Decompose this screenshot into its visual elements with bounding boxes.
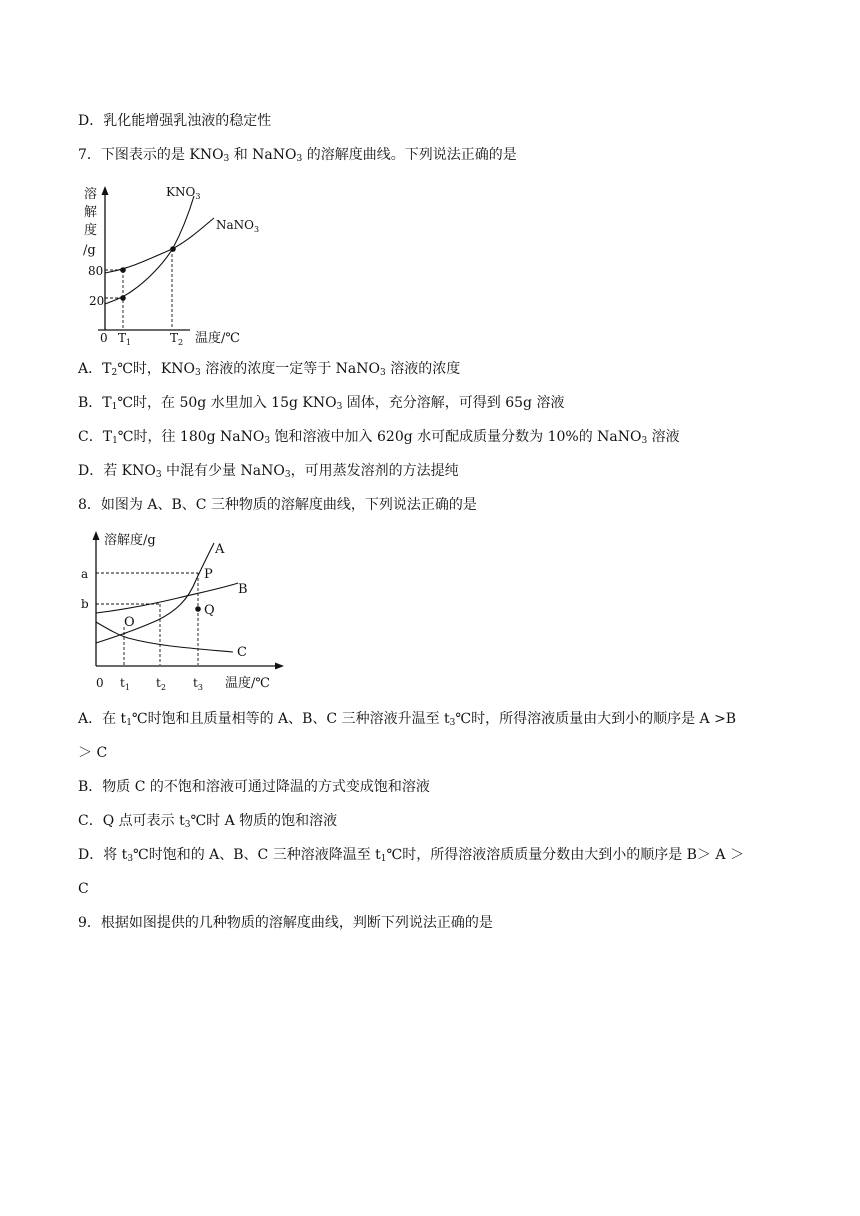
q8-label-b: B bbox=[238, 582, 248, 597]
q8-option-b: B．物质 C 的不饱和溶液可通过降温的方式变成饱和溶液 bbox=[78, 779, 430, 795]
q8-option-d-line2: C bbox=[78, 881, 89, 897]
q8-point-o: O bbox=[124, 615, 135, 630]
q7-nano3-label: NaNO$_3$ bbox=[216, 218, 260, 234]
q8-point-q: Q bbox=[204, 603, 215, 618]
q7-kno3-curve bbox=[105, 196, 194, 304]
q8-solubility-chart bbox=[78, 525, 298, 695]
q8-ytick-a: a bbox=[81, 567, 89, 581]
q8-option-d-line1: D．将 $t_3℃$时饱和的 A、B、C 三种溶液降温至 $t_1℃$时，所得溶液溶质质量分数由大到小的顺序是 B＞ A ＞ bbox=[78, 847, 744, 864]
q8-option-a-line2: ＞ C bbox=[78, 745, 108, 761]
q7-xlabel: 温度/℃ bbox=[195, 331, 240, 346]
q8-label-a: A bbox=[215, 542, 225, 557]
q6-option-d: D．乳化能增强乳浊液的稳定性 bbox=[78, 113, 272, 129]
q8-point-p: P bbox=[204, 567, 213, 582]
q8-option-a-line1: A．在 $t_1℃$时饱和且质量相等的 A、B、C 三种溶液升温至 $t_3℃$时，所得溶液质量由大到小的顺序是 A >B bbox=[78, 711, 737, 728]
q8-xtick-t2: $t_2$ bbox=[156, 676, 166, 692]
q7-ylabel-3: 度 bbox=[84, 223, 98, 238]
q8-xlabel: 温度/℃ bbox=[225, 676, 270, 691]
q7-origin: 0 bbox=[100, 331, 108, 345]
q9-stem: 9．根据如图提供的几种物质的溶解度曲线，判断下列说法正确的是 bbox=[78, 915, 493, 931]
q8-stem: 8．如图为 A、B、C 三种物质的溶解度曲线，下列说法正确的是 bbox=[78, 497, 477, 513]
q8-xtick-t3: $t_3$ bbox=[193, 676, 203, 692]
q8-curve-c bbox=[96, 622, 233, 652]
q8-curve-b bbox=[96, 583, 238, 613]
q7-ylabel-4: /g bbox=[83, 243, 96, 258]
q7-xtick-t2: $T_2$ bbox=[170, 331, 184, 347]
q7-ylabel-1: 溶 bbox=[84, 187, 98, 202]
q7-kno3-label: $KNO_3$ bbox=[166, 185, 201, 201]
q7-option-b: B．$T_1℃$时，在 50g 水里加入 15g $KNO_3$ 固体，充分溶解，可得到 65g 溶液 bbox=[78, 395, 565, 412]
q7-ytick-80: 80 bbox=[88, 264, 104, 278]
q8-label-c: C bbox=[237, 645, 247, 660]
q8-ylabel: 溶解度/g bbox=[104, 533, 156, 548]
q7-option-a: A．$T_2℃$时，$KNO_3$ 溶液的浓度一定等于 NaNO$_3$ 溶液的浓度 bbox=[78, 361, 461, 378]
q8-curve-a bbox=[96, 543, 214, 643]
q8-ytick-b: b bbox=[81, 597, 89, 611]
q7-xtick-t1: $T_1$ bbox=[118, 331, 132, 347]
q8-option-c: C．Q 点可表示 $t_3℃$时 A 物质的饱和溶液 bbox=[78, 813, 338, 830]
q7-option-c: C．$T_1℃$时，往 180g NaNO$_3$ 饱和溶液中加入 620g 水可配成质量分数为 10%的 NaNO$_3$ 溶液 bbox=[78, 429, 680, 446]
q7-solubility-chart bbox=[78, 178, 278, 348]
q8-origin: 0 bbox=[96, 676, 104, 690]
q7-option-d: D．若 $KNO_3$ 中混有少量 NaNO$_3$，可用蒸发溶剂的方法提纯 bbox=[78, 463, 459, 480]
q7-ylabel-2: 解 bbox=[84, 205, 98, 220]
q8-xtick-t1: $t_1$ bbox=[120, 676, 130, 692]
q7-ytick-20: 20 bbox=[89, 294, 105, 308]
q7-stem: 7．下图表示的是 $KNO_3$ 和 NaNO$_3$ 的溶解度曲线。下列说法正确的是 bbox=[78, 147, 517, 164]
q7-nano3-curve bbox=[105, 218, 214, 273]
